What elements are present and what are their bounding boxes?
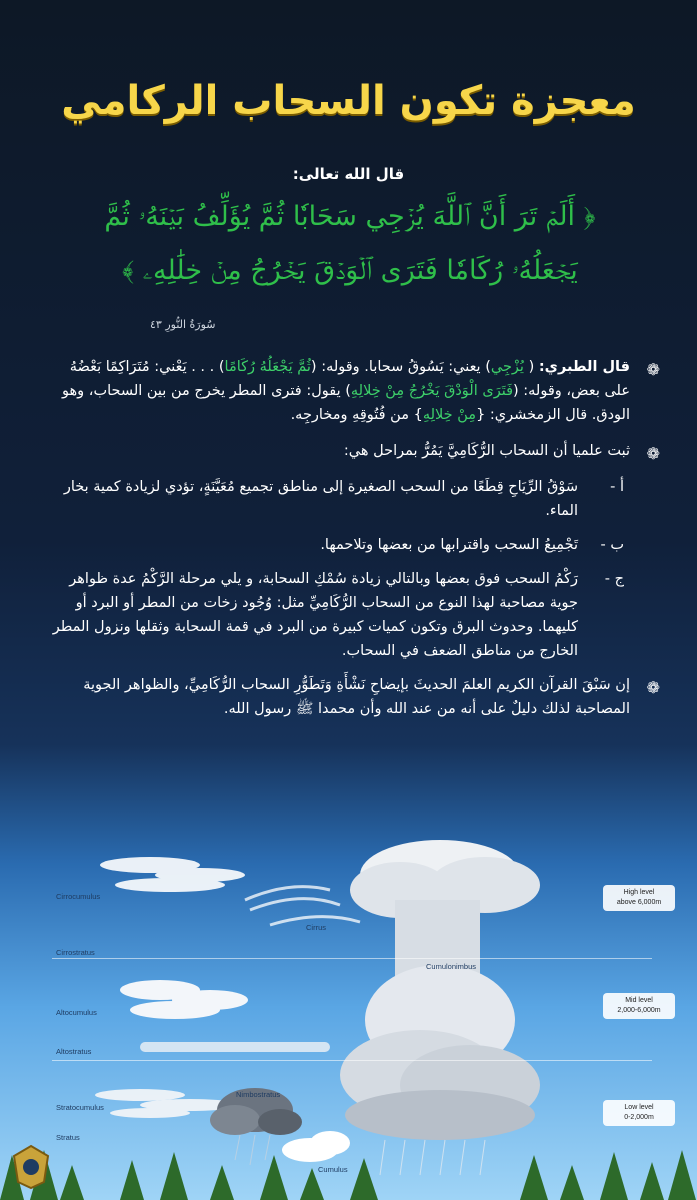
- verse-intro: قال الله تعالى:: [292, 165, 405, 183]
- high-level-divider: [52, 958, 652, 959]
- stage-item: أ - سَوْقُ الرِّيَاحِ قِطَعًا من السحب الصغيرة إلى مناطق تجميع مُعَيَّنَةٍ، تؤدي لزيادة كمية بخار الماء.: [63, 479, 624, 519]
- tafsir-label: قال الطبري:: [538, 359, 630, 375]
- pine-trees: [0, 1150, 696, 1200]
- level-box-low: Low level 0-2,000m: [603, 1100, 675, 1126]
- stages-list: [40, 475, 630, 663]
- page-title: معجزة تكون السحاب الركامي: [61, 78, 636, 124]
- level-box-high: High level above 6,000m: [603, 885, 675, 911]
- stages-intro: ❁ ثبت علميا أن السحاب الرُّكَامِيَّ يَمُرُّ بمراحل هي:: [40, 439, 660, 463]
- stage-item: ج - رَكْمُ السحب فوق بعضها وبالتالي زيادة سُمْكِ السحابة، و يلي مرحلة الرَّكْمُ عدة ظواهر جوية مصاحبة لهذا النوع من السحاب الرُّكَامِيِّ مثل: وُجُود زخات من المطر أو البرد أو كليهما. وحدوث البرق وتكون كميات كبيرة من البرد في قمة السحابة وثقلها ونزول المطر الخارج من مناطق الضعف في السحاب.: [52, 571, 624, 659]
- conclusion-paragraph: ❁ إن سَبْقَ القرآن الكريم العلمَ الحديثَ بإيضاحِ نَشْأَةِ وَتَطَوُّرِ السحاب الرُّكَامِيِّ، والظواهر الجوية المصاحبة لذلك دليلٌ على أنه من عند الله وأن محمدا ﷺ رسول الله.: [83, 677, 660, 717]
- quran-verse: [80, 190, 620, 298]
- quote-4: مِنْ خِلالِهِ: [422, 407, 477, 423]
- mid-level-divider: [52, 1060, 652, 1061]
- flower-bullet-icon: ❁: [646, 678, 660, 697]
- quote-3: فَتَرَى الْوَدْقَ يَخْرُجُ مِنْ خِلالِهِ: [350, 383, 513, 399]
- label-cumulus: Cumulus: [318, 1165, 348, 1174]
- label-altocumulus: Altocumulus: [56, 1008, 97, 1017]
- altocumulus-cloud: [120, 980, 248, 1019]
- cirrocumulus-cloud: [100, 857, 245, 892]
- cumulus-cloud: [282, 1131, 350, 1162]
- label-cumulonimbus: Cumulonimbus: [426, 962, 477, 971]
- label-cirrocumulus: Cirrocumulus: [56, 892, 101, 901]
- label-cirrostratus: Cirrostratus: [56, 948, 95, 957]
- article-body: [40, 355, 660, 721]
- flower-bullet-icon: ❁: [646, 360, 660, 379]
- label-cirrus: Cirrus: [306, 923, 326, 932]
- label-stratocumulus: Stratocumulus: [56, 1103, 104, 1112]
- flower-bullet-icon: ❁: [646, 444, 660, 463]
- label-nimbostratus: Nimbostratus: [236, 1090, 281, 1099]
- label-stratus: Stratus: [56, 1133, 80, 1142]
- tafsir-paragraph: ❁ قال الطبري: ( يُزْجِي) يعني: يَسُوقُ سحابا. وقوله: (ثُمَّ يَجْعَلُهُ رُكَامًا) . . . يَعْني: مُتَرَاكِمًا بَعْضُهُ على بعض، وقوله: (فَتَرَى الْوَدْقَ يَخْرُجُ مِنْ خِلالِهِ) يقول: فترى المطر يخرج من بين السحاب، وهو الودق. قال الزمخشري: {مِنْ خِلالِهِ} من فُتُوقِهِ ومخارجِه.: [62, 359, 660, 423]
- cirrus-cloud: [245, 887, 360, 925]
- quote-1: يُزْجِي: [490, 359, 524, 375]
- cloud-types-diagram: [0, 830, 697, 1200]
- quote-2: ثُمَّ يَجْعَلُهُ رُكَامًا: [224, 359, 311, 375]
- logo-emblem-icon: [8, 1144, 54, 1190]
- verse-line-2: يَجۡعَلُهُۥ رُكَامٗا فَتَرَى ٱلۡوَدۡقَ يَخۡرُجُ مِنۡ خِلَٰلِهِۦ ﴾: [122, 255, 578, 286]
- surah-reference: سُورَةُ النُّورِ ٤٣: [150, 318, 216, 331]
- altostratus-cloud: [140, 1042, 330, 1052]
- stage-item: ب - تَجْمِيعُ السحب واقترابها من بعضها وتلاحمها.: [320, 537, 624, 553]
- cumulonimbus-cloud: [340, 840, 540, 1175]
- label-altostratus: Altostratus: [56, 1047, 92, 1056]
- cloud-illustration: [0, 830, 697, 1200]
- verse-line-1: ﴿ أَلَمۡ تَرَ أَنَّ ٱللَّهَ يُزۡجِي سَحَابٗا ثُمَّ يُؤَلِّفُ بَيۡنَهُۥ ثُمَّ: [104, 201, 596, 232]
- level-box-mid: Mid level 2,000-6,000m: [603, 993, 675, 1019]
